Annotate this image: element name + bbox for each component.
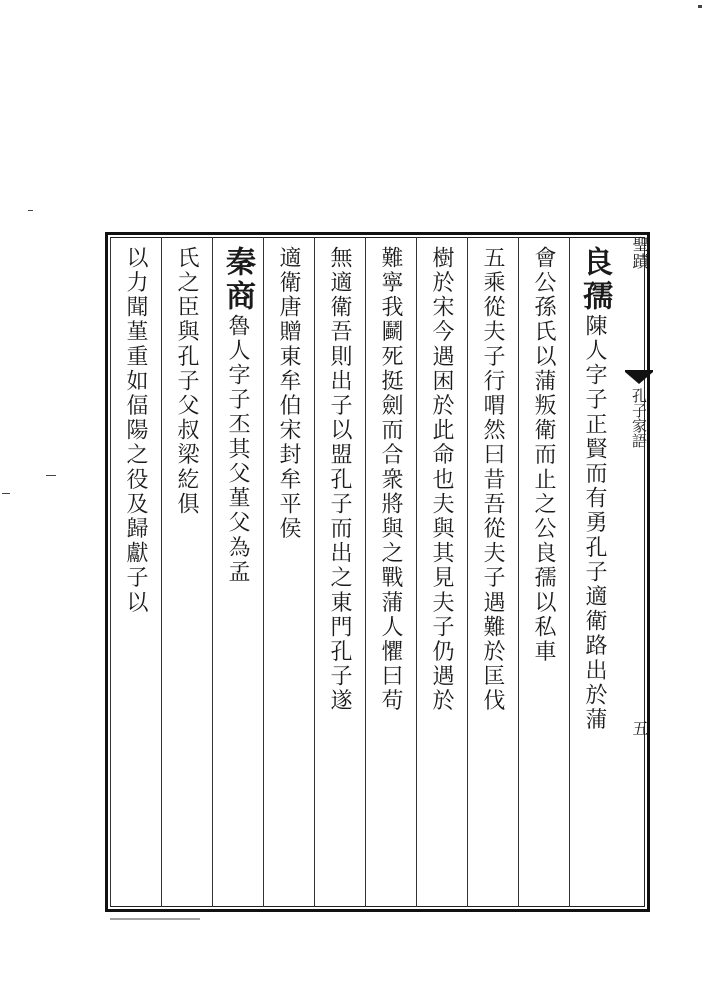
column-divider — [569, 237, 570, 907]
text-column — [266, 246, 310, 896]
text-column — [572, 246, 616, 896]
scan-edge-shadow — [110, 918, 200, 920]
book-title: 聖蹟 — [630, 236, 649, 270]
column-text: 魯人字子丕其父堇父為孟 — [225, 314, 250, 585]
text-column — [419, 246, 463, 896]
column-divider — [110, 237, 111, 907]
column-text: 氏之臣與孔子父叔梁紇俱 — [174, 246, 199, 517]
text-column — [164, 246, 208, 896]
disciple-name: 良孺 — [577, 246, 612, 314]
column-text: 會公孫氏以蒲叛衛而止之公良孺以私車 — [531, 246, 556, 665]
scan-speck — [2, 493, 10, 494]
column-text: 陳人字子正賢而有勇孔子適衛路出於蒲 — [582, 314, 607, 733]
column-divider — [365, 237, 366, 907]
text-column — [521, 246, 565, 896]
page-margin-column — [625, 232, 653, 912]
text-column — [470, 246, 514, 896]
column-text: 適衛唐贈東牟伯宋封牟平侯 — [276, 246, 301, 542]
column-divider — [518, 237, 519, 907]
column-divider — [467, 237, 468, 907]
scan-speck — [698, 5, 702, 8]
column-text: 無適衛吾則出子以盟孔子而出之東門孔子遂 — [327, 246, 352, 714]
text-column — [215, 246, 259, 896]
disciple-name: 秦商 — [220, 246, 255, 314]
text-column — [317, 246, 361, 896]
column-divider — [161, 237, 162, 907]
column-divider — [416, 237, 417, 907]
column-text: 難寧我鬬死挺劍而合衆將與之戰蒲人懼曰苟 — [378, 246, 403, 714]
column-divider — [263, 237, 264, 907]
column-divider — [212, 237, 213, 907]
scan-speck — [46, 475, 56, 476]
fish-tail-mark — [625, 370, 653, 372]
text-column — [368, 246, 412, 896]
scan-speck — [28, 210, 33, 211]
chapter-title: 孔子家語 — [630, 388, 648, 448]
column-text: 五乘從夫子行喟然曰昔吾從夫子遇難於匡伐 — [480, 246, 505, 714]
text-column — [113, 246, 157, 896]
page-number: 五 — [630, 720, 649, 736]
column-text: 樹於宋今遇困於此命也夫與其見夫子仍遇於 — [429, 246, 454, 714]
column-text: 以力聞堇重如偪陽之役及歸獻子以 — [123, 246, 148, 615]
column-divider — [314, 237, 315, 907]
